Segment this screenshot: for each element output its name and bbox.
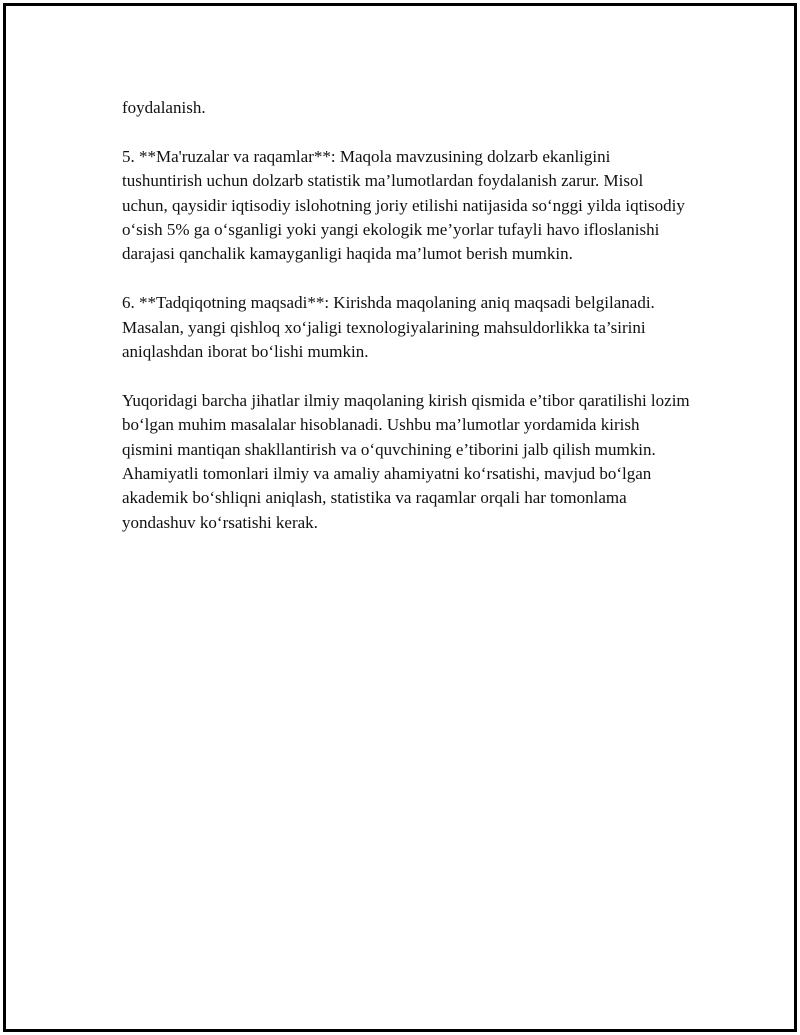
paragraph-summary: Yuqoridagi barcha jihatlar ilmiy maqolaning kirish qismida e’tibor qaratilishi lozim bo‘lgan muhim masalalar hisoblanadi. Ushbu ma’lumotlar yordamida kirish qismini mantiqan shakllantirish va o‘quvchining e’tiborini jalb qilish mumkin. Ahamiyatli tomonlari ilmiy va amaliy ahamiyatni ko‘rsatishi, mavjud bo‘lgan akademik bo‘shliqni aniqlash, statistika va raqamlar orqali har tomonlama yondashuv ko‘rsatishi kerak. <box>122 390 690 532</box>
paragraph-point-5: 5. **Ma'ruzalar va raqamlar**: Maqola mavzusining dolzarb ekanligini tushuntirish uchun dolzarb statistik ma’lumotlardan foydalanish zarur. Misol uchun, qaysidir iqtisodiy islohotning joriy etilishi natijasida so‘nggi yilda iqtisodiy o‘sish 5% ga o‘sganligi yoki yangi ekologik me’yorlar tufayli havo ifloslanishi darajasi qanchalik kamayganligi haqida ma’lumot berish mumkin. <box>122 146 685 264</box>
paragraph-continuation: foydalanish. <box>122 98 206 117</box>
document-body <box>122 96 692 560</box>
paragraph-point-6: 6. **Tadqiqotning maqsadi**: Kirishda maqolaning aniq maqsadi belgilanadi. Masalan, yangi qishloq xo‘jaligi texnologiyalarining mahsuldorlikka ta’sirini aniqlashdan iborat bo‘lishi mumkin. <box>122 293 655 362</box>
document-page <box>3 3 797 1032</box>
